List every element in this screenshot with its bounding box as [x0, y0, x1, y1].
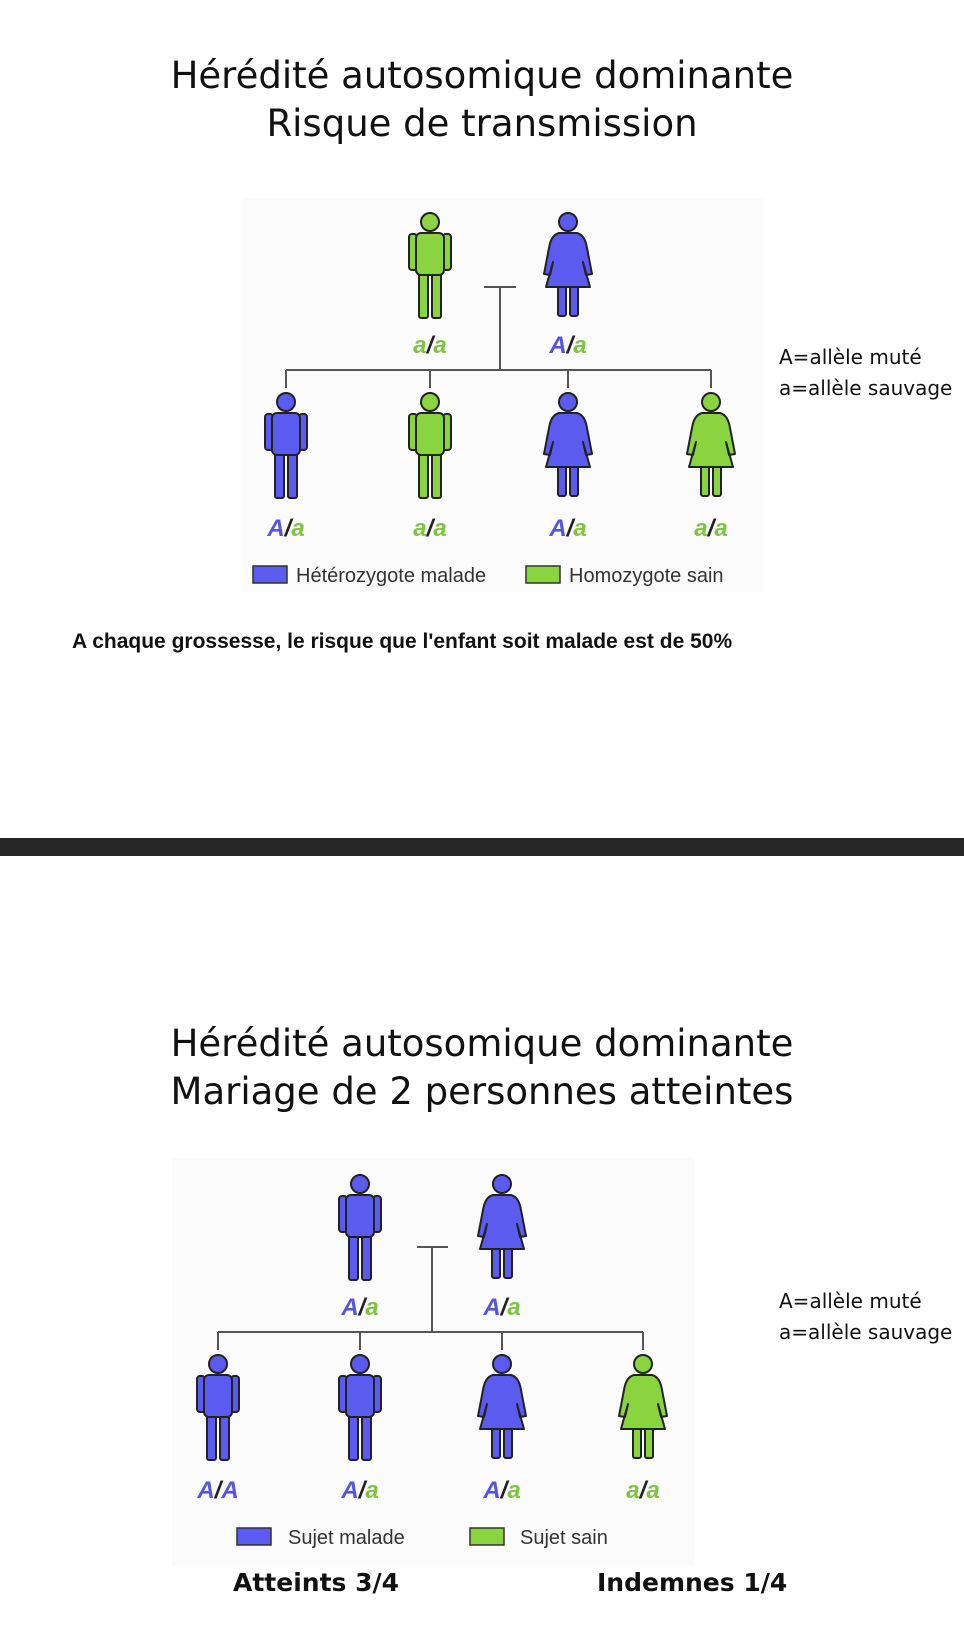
dress-body	[478, 1195, 526, 1249]
genotype-child-1-4: a/a	[694, 515, 728, 542]
head	[634, 1355, 652, 1373]
right-leg	[362, 1232, 371, 1280]
allele-1: A	[483, 1477, 501, 1504]
genotype-mother-2: A/a	[483, 1294, 521, 1321]
left-leg	[349, 1412, 358, 1460]
child-2-1	[197, 1355, 239, 1460]
head	[559, 393, 577, 411]
left-leg	[419, 450, 428, 498]
left-leg	[419, 270, 428, 318]
slide-2-title-line1: Hérédité autosomique dominante	[170, 1022, 794, 1065]
parent-father-2	[339, 1175, 381, 1280]
right-leg	[432, 450, 441, 498]
genotype-child-2-3: A/a	[483, 1477, 521, 1504]
allele-1: a	[694, 515, 708, 542]
legend-mutant-2: A=allèle muté	[779, 1289, 922, 1313]
tally-affected: Atteints 3/4	[233, 1568, 400, 1597]
torso	[346, 1195, 374, 1237]
slide-2-title-line2: Mariage de 2 personnes atteintes	[170, 1070, 794, 1113]
genotype-child-2-2: A/a	[341, 1477, 379, 1504]
genotype-father-1: a/a	[413, 332, 447, 359]
allele-1: A	[197, 1477, 215, 1504]
head	[277, 393, 295, 411]
dress-body	[619, 1375, 667, 1429]
child-1-1	[265, 393, 307, 498]
child-1-3	[544, 393, 592, 496]
allele-1: a	[413, 515, 427, 542]
right-leg	[288, 450, 297, 498]
allele-legend-2	[779, 1286, 952, 1348]
allele-2: a	[365, 1294, 379, 1321]
torso	[204, 1375, 232, 1417]
allele-2: a	[433, 515, 447, 542]
parent-mother-2	[478, 1175, 526, 1278]
head	[209, 1355, 227, 1373]
head	[493, 1355, 511, 1373]
dress-body	[687, 413, 735, 467]
pedigree-lines-1	[286, 287, 711, 388]
allele-1: A	[549, 515, 567, 542]
left-leg	[207, 1412, 216, 1460]
torso	[346, 1375, 374, 1417]
child-2-2	[339, 1355, 381, 1460]
child-1-4	[687, 393, 735, 496]
legend-mutant-1: A=allèle muté	[779, 345, 922, 369]
genotype-mother-1: A/a	[549, 332, 587, 359]
genotype-child-2-4: a/a	[626, 1477, 660, 1504]
legend-wild-1: a=allèle sauvage	[779, 376, 953, 400]
key-label-affected-1: Hétérozygote malade	[296, 565, 487, 587]
allele-2: a	[714, 515, 728, 542]
key-label-affected-2: Sujet malade	[288, 1527, 405, 1549]
allele-2: a	[646, 1477, 660, 1504]
child-2-4	[619, 1355, 667, 1458]
head	[493, 1175, 511, 1193]
slide-divider	[0, 838, 964, 856]
key-label-healthy-2: Sujet sain	[520, 1527, 608, 1549]
genotype-child-1-1: A/a	[267, 515, 305, 542]
allele-legend-1	[779, 342, 952, 404]
genotype-child-2-1: A/A	[197, 1477, 239, 1504]
head	[421, 213, 439, 231]
pedigree-diagram-2	[0, 856, 964, 1640]
genotype-child-1-3: A/a	[549, 515, 587, 542]
key-swatch-healthy-1	[526, 566, 560, 583]
allele-2: a	[291, 515, 305, 542]
head	[421, 393, 439, 411]
dress-body	[544, 413, 592, 467]
head	[351, 1175, 369, 1193]
allele-1: A	[267, 515, 285, 542]
key-swatch-healthy-2	[470, 1528, 504, 1545]
key-swatch-affected-2	[237, 1528, 271, 1545]
allele-1: A	[549, 332, 567, 359]
head	[702, 393, 720, 411]
key-label-healthy-1: Homozygote sain	[569, 565, 724, 587]
allele-2: a	[507, 1477, 521, 1504]
allele-1: a	[413, 332, 427, 359]
right-leg	[432, 270, 441, 318]
allele-1: a	[626, 1477, 640, 1504]
torso	[416, 413, 444, 455]
child-1-2	[409, 393, 451, 498]
dress-body	[544, 233, 592, 287]
allele-2: a	[365, 1477, 379, 1504]
genotype-child-1-2: a/a	[413, 515, 447, 542]
slide-2	[0, 856, 964, 1640]
parent-mother-1	[544, 213, 592, 316]
head	[559, 213, 577, 231]
head	[351, 1355, 369, 1373]
child-2-3	[478, 1355, 526, 1458]
allele-1: A	[341, 1477, 359, 1504]
allele-2: A	[221, 1477, 239, 1504]
parent-father-1	[409, 213, 451, 318]
legend-wild-2: a=allèle sauvage	[779, 1320, 953, 1344]
key-swatch-affected-1	[253, 566, 287, 583]
right-leg	[362, 1412, 371, 1460]
allele-2: a	[573, 332, 587, 359]
genotype-father-2: A/a	[341, 1294, 379, 1321]
slide-1-title-line2: Risque de transmission	[266, 102, 698, 145]
pedigree-lines-2	[218, 1247, 643, 1350]
allele-2: a	[507, 1294, 521, 1321]
left-leg	[275, 450, 284, 498]
torso	[272, 413, 300, 455]
left-leg	[349, 1232, 358, 1280]
tally-healthy: Indemnes 1/4	[597, 1568, 788, 1597]
right-leg	[220, 1412, 229, 1460]
allele-2: a	[433, 332, 447, 359]
allele-1: A	[483, 1294, 501, 1321]
allele-2: a	[573, 515, 587, 542]
allele-1: A	[341, 1294, 359, 1321]
slide-1-title-line1: Hérédité autosomique dominante	[170, 54, 794, 97]
dress-body	[478, 1375, 526, 1429]
risk-note: A chaque grossesse, le risque que l'enfant soit malade est de 50%	[72, 630, 733, 653]
torso	[416, 233, 444, 275]
